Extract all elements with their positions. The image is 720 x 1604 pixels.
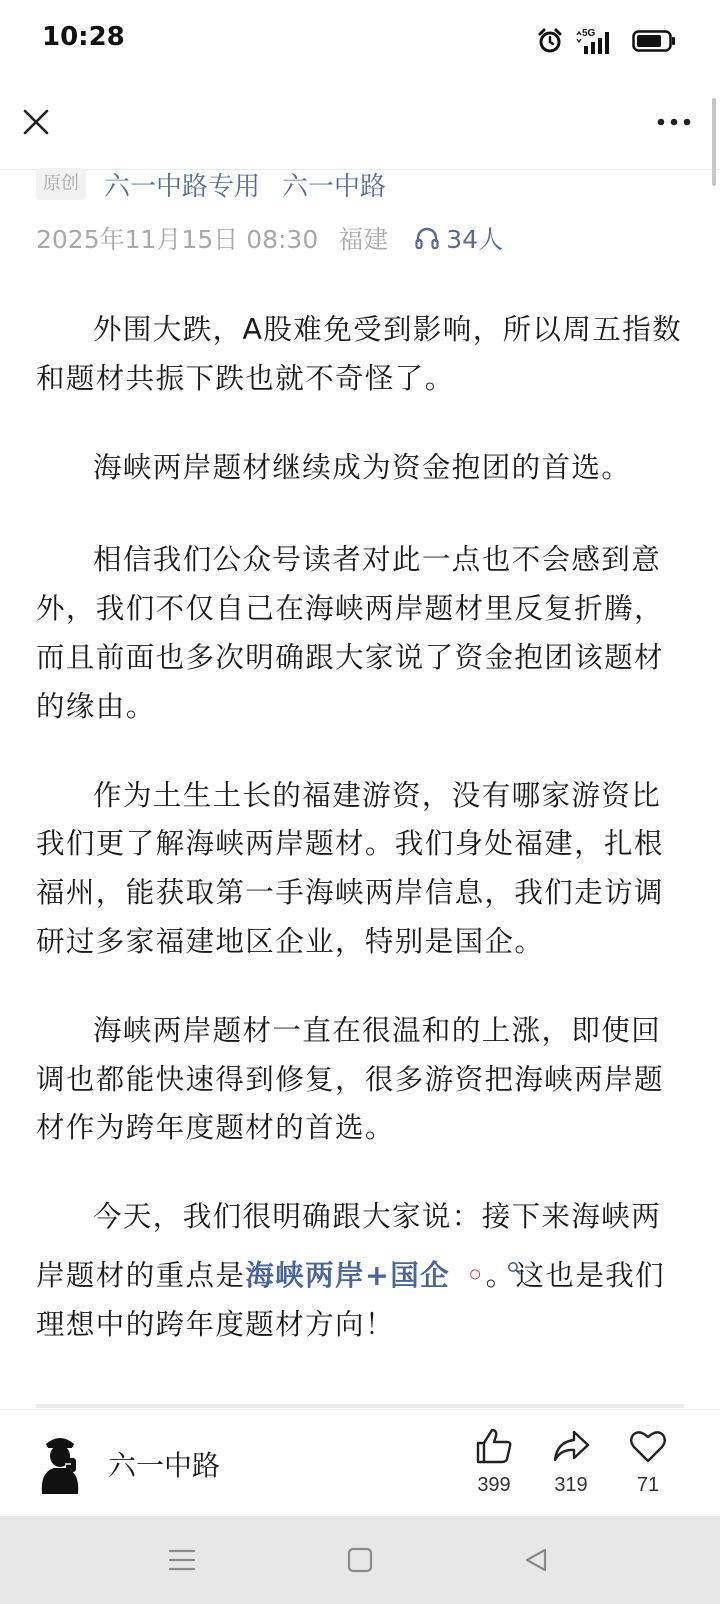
- keyword-link[interactable]: [245, 1259, 466, 1292]
- system-home-button[interactable]: [340, 1542, 380, 1578]
- listener-count: 34人: [446, 225, 504, 254]
- 5g-signal-icon: [576, 26, 620, 56]
- keyword-text: 海峡两岸+国企: [245, 1259, 450, 1293]
- paragraph-1: 外围大跌，A股难免受到影响，所以周五指数和题材共振下跌也就不奇怪了。: [36, 313, 682, 395]
- paragraph-6: [36, 1193, 684, 1350]
- status-icons: [536, 26, 676, 56]
- system-back-button[interactable]: [516, 1542, 556, 1578]
- system-menu-button[interactable]: [162, 1542, 202, 1578]
- battery-icon: [632, 29, 676, 53]
- like-count: 399: [477, 1474, 511, 1496]
- favorite-count: 71: [636, 1474, 660, 1496]
- article-body: [36, 306, 684, 1390]
- home-square-icon: [347, 1547, 373, 1573]
- author-link[interactable]: 六一中路: [282, 171, 387, 202]
- close-icon: [22, 108, 50, 136]
- share-count: 319: [554, 1474, 588, 1496]
- avatar[interactable]: [36, 1430, 84, 1496]
- listen-button[interactable]: [414, 220, 503, 256]
- keyword-dot: ◦: [466, 1259, 486, 1293]
- heart-icon: [628, 1426, 668, 1466]
- paragraph-6-lead: 今天，我们很明确跟大家说：接下来海峡两岸题材的重点是: [36, 1200, 662, 1293]
- paragraph-4: 作为土生土长的福建游资，没有哪家游资比我们更了解海峡两岸题材。我们身处福建，扎根福州，能获取第一手海峡两岸信息，我们走访调研过多家福建地区企业，特别是国企。: [36, 778, 664, 958]
- article-meta-account: [36, 166, 408, 202]
- like-button[interactable]: [464, 1426, 524, 1497]
- paragraph-5: 海峡两岸题材一直在很温和的上涨，即使回调也都能快速得到修复，很多游资把海峡两岸题材作为跨年度题材的首选。: [36, 1013, 664, 1145]
- bottom-author-name[interactable]: 六一中路: [108, 1449, 221, 1482]
- back-triangle-icon: [523, 1547, 549, 1573]
- status-bar: [0, 0, 720, 84]
- bottom-action-bar: [0, 1409, 720, 1515]
- paragraph-3: 相信我们公众号读者对此一点也不会感到意外，我们不仅自己在海峡两岸题材里反复折腾，而且前面也多次明确跟大家说了资金抱团该题材的缘由。: [36, 543, 664, 723]
- thumbs-up-icon: [474, 1426, 514, 1466]
- publish-region: 福建: [338, 225, 389, 254]
- system-nav-bar: [0, 1516, 720, 1604]
- alarm-icon: [536, 27, 564, 55]
- scroll-indicator[interactable]: [712, 98, 716, 186]
- publish-date: 2025年11月15日 08:30: [36, 225, 319, 254]
- share-icon: [551, 1426, 591, 1466]
- original-badge: 原创: [36, 168, 86, 200]
- svg-text:5G: 5G: [582, 28, 596, 39]
- close-button[interactable]: [18, 104, 54, 140]
- favorite-button[interactable]: [618, 1426, 678, 1497]
- article-meta-info: [36, 218, 503, 258]
- menu-icon: [168, 1548, 196, 1572]
- search-icon: [450, 1242, 466, 1291]
- account-name-link[interactable]: 六一中路专用: [104, 171, 261, 202]
- headphones-icon: [414, 225, 440, 251]
- highlighted-sentence[interactable]: [36, 1200, 665, 1341]
- paragraph-6-tail: 。这也是我们理想中的跨年度题材方向！: [36, 1259, 666, 1342]
- status-time: 10:28: [42, 22, 125, 52]
- share-button[interactable]: [541, 1426, 601, 1497]
- paragraph-2: 海峡两岸题材继续成为资金抱团的首选。: [93, 450, 632, 484]
- more-button[interactable]: [654, 104, 694, 140]
- top-nav: [0, 84, 720, 170]
- content-divider: [36, 1404, 684, 1408]
- more-icon: [657, 118, 691, 126]
